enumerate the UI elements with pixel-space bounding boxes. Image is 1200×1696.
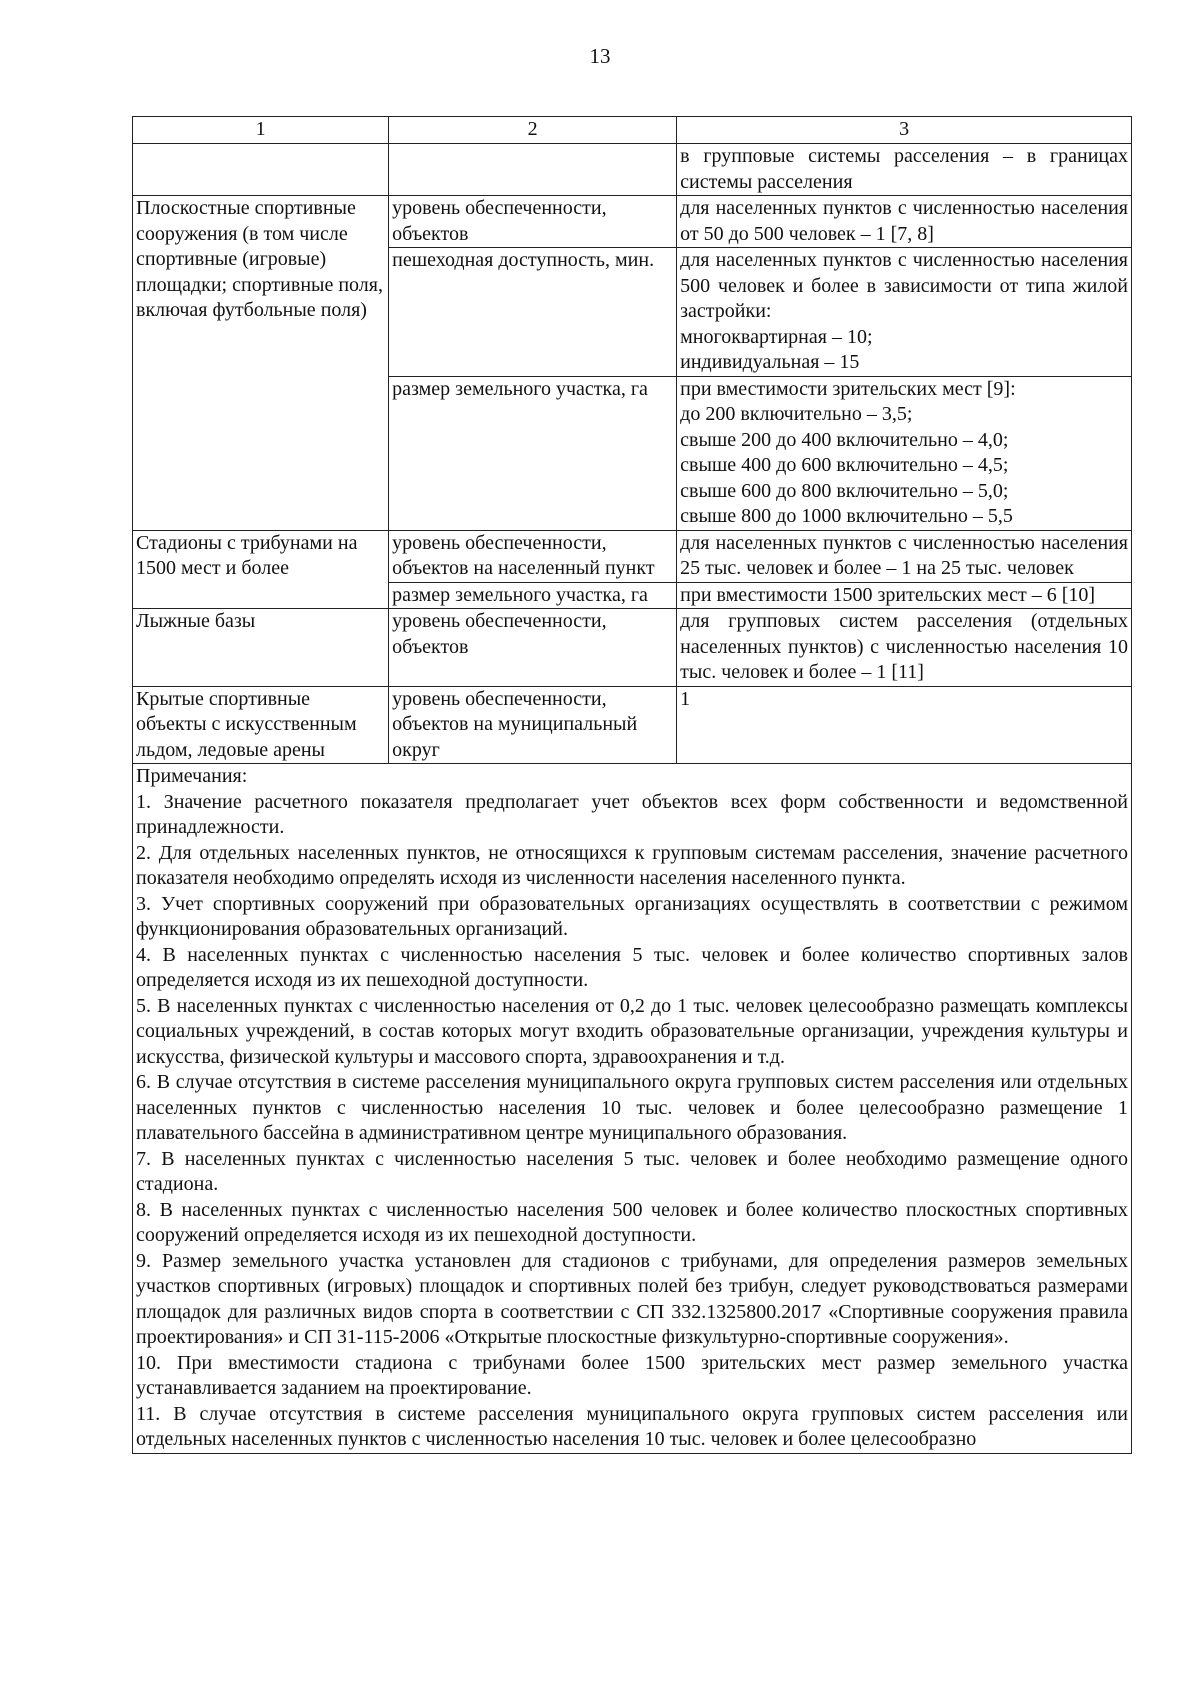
indicator-cell: уровень обеспеченности, объектов на муниципальный округ bbox=[389, 686, 677, 764]
facility-name-cell: Лыжные базы bbox=[133, 609, 389, 687]
continuation-cell: в групповые системы расселения – в границах системы расселения bbox=[677, 144, 1132, 196]
note-item: 7. В населенных пунктах с численностью населения 5 тыс. человек и более необходимо размещение одного стадиона. bbox=[136, 1147, 1128, 1195]
table-row bbox=[133, 530, 1132, 582]
table-header-row bbox=[133, 117, 1132, 144]
indicator-cell: пешеходная доступность, мин. bbox=[389, 248, 677, 377]
value-line: индивидуальная – 15 bbox=[680, 351, 860, 373]
table-row bbox=[133, 686, 1132, 764]
value-line: для населенных пунктов с численностью населения 500 человек и более в зависимости от типа жилой застройки: bbox=[680, 249, 1128, 322]
standards-table bbox=[132, 116, 1132, 1454]
note-item: 9. Размер земельного участка установлен для стадионов с трибунами, для определения размеров земельных участков спортивных (игровых) площадок и спортивных полей без трибун, следует руководствоваться размерами площадок для различных видов спорта в соответствии с СП 332.1325800.2017 «Спортивные сооружения правила проектирования» и СП 31-115-2006 «Открытые плоскостные физкультурно-спортивные сооружения». bbox=[136, 1249, 1128, 1348]
value-cell bbox=[677, 196, 1132, 248]
column-header-3: 3 bbox=[677, 117, 1132, 144]
value-cell bbox=[677, 376, 1132, 530]
note-item: 8. В населенных пунктах с численностью населения 500 человек и более количество плоскостных спортивных сооружений определяется исходя из их пешеходной доступности. bbox=[136, 1198, 1128, 1246]
value-line: до 200 включительно – 3,5; bbox=[680, 403, 913, 425]
column-header-2: 2 bbox=[389, 117, 677, 144]
column-header-1: 1 bbox=[133, 117, 389, 144]
note-item: 1. Значение расчетного показателя предполагает учет объектов всех форм собственности и ведомственной принадлежности. bbox=[136, 790, 1128, 838]
value-line: при вместимости зрительских мест [9]: bbox=[680, 377, 1016, 400]
value-line: 1 bbox=[680, 687, 691, 710]
indicator-cell: уровень обеспеченности, объектов bbox=[389, 196, 677, 248]
table-row bbox=[133, 609, 1132, 687]
value-line: для групповых систем расселения (отдельных населенных пунктов) с численностью населения 10 тыс. человек и более – 1 [11] bbox=[680, 610, 1128, 683]
notes-title: Примечания: bbox=[136, 765, 248, 787]
notes-cell bbox=[133, 764, 1132, 1454]
note-item: 5. В населенных пунктах с численностью населения от 0,2 до 1 тыс. человек целесообразно размещать комплексы социальных учреждений, в состав которых могут входить образовательные организации, учреждения культуры и искусства, физической культуры и массового спорта, здравоохранения и т.д. bbox=[136, 994, 1128, 1068]
value-line: свыше 400 до 600 включительно – 4,5; bbox=[680, 454, 1009, 476]
indicator-cell: размер земельного участка, га bbox=[389, 376, 677, 530]
value-cell bbox=[677, 609, 1132, 687]
note-item: 3. Учет спортивных сооружений при образовательных организациях осуществлять в соответствии с режимом функционирования образовательных организаций. bbox=[136, 892, 1128, 940]
facility-name-cell: Плоскостные спортивные сооружения (в том числе спортивные (игровые) площадки; спортивные поля, включая футбольные поля) bbox=[133, 196, 389, 531]
value-line: свыше 600 до 800 включительно – 5,0; bbox=[680, 479, 1009, 502]
note-item: 2. Для отдельных населенных пунктов, не относящихся к групповым системам расселения, значение расчетного показателя необходимо определять исходя из численности населения населенного пункта. bbox=[136, 841, 1128, 889]
value-line: при вместимости 1500 зрительских мест – 6 [10] bbox=[680, 583, 1096, 606]
value-cell bbox=[677, 248, 1132, 377]
note-item: 4. В населенных пунктах с численностью населения 5 тыс. человек и более количество спортивных залов определяется исходя из их пешеходной доступности. bbox=[136, 943, 1128, 991]
indicator-cell: размер земельного участка, га bbox=[389, 582, 677, 609]
value-cell bbox=[677, 582, 1132, 609]
value-cell bbox=[677, 530, 1132, 582]
empty-cell bbox=[389, 144, 677, 196]
note-item: 6. В случае отсутствия в системе расселения муниципального округа групповых систем расселения или отдельных населенных пунктов с численностью населения 10 тыс. человек и более целесообразно размещение 1 плавательного бассейна в административном центре муниципального образования. bbox=[136, 1071, 1128, 1144]
value-line: для населенных пунктов с численностью населения 25 тыс. человек и более – 1 на 25 тыс. человек bbox=[680, 531, 1128, 579]
value-line: свыше 200 до 400 включительно – 4,0; bbox=[680, 428, 1009, 451]
table-row bbox=[133, 144, 1132, 196]
table-row bbox=[133, 196, 1132, 248]
notes-row bbox=[133, 764, 1132, 1454]
value-line: многоквартирная – 10; bbox=[680, 325, 873, 348]
value-cell bbox=[677, 686, 1132, 764]
facility-name-cell: Стадионы с трибунами на 1500 мест и более bbox=[133, 530, 389, 609]
facility-name-cell: Крытые спортивные объекты с искусственным льдом, ледовые арены bbox=[133, 686, 389, 764]
indicator-cell: уровень обеспеченности, объектов bbox=[389, 609, 677, 687]
note-item: 11. В случае отсутствия в системе расселения муниципального округа групповых систем расселения или отдельных населенных пунктов с численностью населения 10 тыс. человек и более целесообразно bbox=[136, 1402, 1128, 1450]
indicator-cell: уровень обеспеченности, объектов на населенный пункт bbox=[389, 530, 677, 582]
value-line: для населенных пунктов с численностью населения от 50 до 500 человек – 1 [7, 8] bbox=[680, 197, 1128, 245]
note-item: 10. При вместимости стадиона с трибунами более 1500 зрительских мест размер земельного участка устанавливается заданием на проектирование. bbox=[136, 1351, 1128, 1399]
empty-cell bbox=[133, 144, 389, 196]
page-number: 13 bbox=[589, 44, 611, 68]
value-line: свыше 800 до 1000 включительно – 5,5 bbox=[680, 505, 1013, 527]
